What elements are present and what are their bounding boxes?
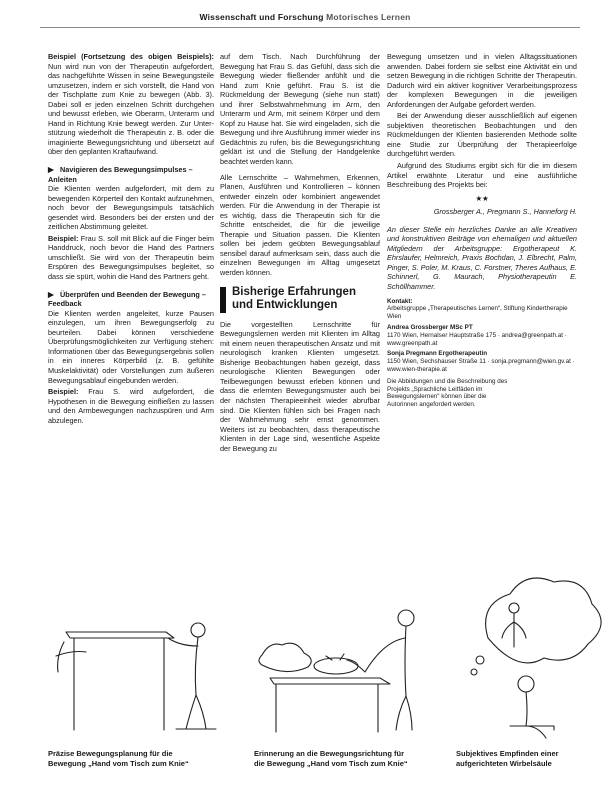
contact-line: Arbeitsgruppe „Therapeutisches Lernen“, Stiftung Kindertherapie Wien bbox=[387, 305, 568, 321]
subheading-text: Navigieren des Bewegungsimpulses – Anleiten bbox=[48, 165, 193, 184]
paragraph bbox=[48, 387, 214, 425]
paragraph: Die Klienten werden aufgefordert, mit dem zu bewegenden Körperteil den Kontakt aufzunehmen, noch bevor der Bewegungsimpuls tatsächlich gesendet wird. Besonders bei der ersten und der zeitlichen Abstimmung geleitet. bbox=[48, 184, 214, 232]
header-topic: Motorisches Lernen bbox=[326, 12, 411, 22]
paragraph-text: Frau S. wird aufgefordert, die Hypothesen in die Bewegung einfließen zu lassen und den Armbewegungen nachzuspüren und Arm abzulegen. bbox=[48, 387, 215, 425]
contact-note: Die Abbildungen und die Beschreibung des Projekts „Sprachliche Leitfäden im Bewegungslernen“ können über die Autorinnen angefordert werden. bbox=[387, 377, 508, 409]
subheading bbox=[48, 165, 214, 184]
paragraph: Alle Lernschritte – Wahrnehmen, Erkennen, Planen, Ausführen und Kontrollieren – können entweder einzeln oder kombiniert angewendet werden. Für die Anwendung in der Therapie ist es wichtig, dass die Therapeutin sich für die Schritte entscheidet, die für die jeweilige Therapie und Situation passen. Die Klienten sollen bei jedem geübten Bewegungsablauf sensibel darauf aufmerksam sein, dass auch die einzelnen Bewegungen im Alltag umgesetzt werden können. bbox=[220, 172, 380, 278]
example-label: Beispiel: bbox=[48, 387, 79, 397]
separator-stars: ★★ bbox=[475, 193, 489, 203]
caption-line: Subjektives Empfinden einer bbox=[456, 749, 559, 758]
caption-figure-1 bbox=[48, 749, 218, 769]
figure-1-drawing bbox=[56, 623, 216, 730]
triangle-bullet-icon: ▶ bbox=[48, 289, 54, 299]
triangle-bullet-icon: ▶ bbox=[48, 165, 54, 175]
author-signature: Grossberger A., Pregmann S., Hanneforg H. bbox=[433, 207, 577, 217]
paragraph: Aufgrund des Studiums ergibt sich für die im diesem Artikel erwähnte Literatur und eine ausführliche Beschreibung des Projekts bei: bbox=[387, 161, 577, 190]
caption-figure-2 bbox=[254, 749, 444, 769]
example-label: Beispiel: bbox=[48, 233, 79, 243]
paragraph: Bewegung umsetzen und in vielen Alltagssituationen anwenden. Dabei fordern sie selbst eine Aktivität ein und setzen Bewegung in die richtigen Schritte der Therapeutin. Dadurch wird ein aktiver kognitiver Verarbeitungsprozess der komplexen Bewegungen in die jeweiligen Anforderungen der Aufgabe gefordert werden. bbox=[387, 52, 577, 109]
subheading-text: Überprüfen und Beenden der Bewegung – Feedback bbox=[48, 289, 206, 309]
example-label: Beispiel (Fortsetzung des obigen Beispiels): bbox=[48, 52, 214, 61]
paragraph bbox=[48, 52, 214, 157]
caption-line: aufgerichteten Wirbelsäule bbox=[456, 759, 552, 768]
caption-line: Präzise Bewegungsplanung für die bbox=[48, 749, 173, 758]
contact-name: Andrea Grossberger MSc PT bbox=[387, 323, 473, 331]
column-1 bbox=[48, 52, 214, 427]
column-3 bbox=[387, 52, 577, 409]
caption-figure-3 bbox=[456, 749, 596, 769]
figure-2-drawing bbox=[259, 610, 414, 732]
running-header bbox=[0, 12, 610, 22]
paragraph: auf dem Tisch. Nach Durchführung der Bewegung hat Frau S. das Gefühl, dass sich die Bewegung wieder fließender anfühlt und die Hand zum Knie geführt. Frau S. ist die Rückmeldung der Bewegung (siehe nun statt) und ihrer Selbstwahrnehmung im Arm, den Unterarm und Arm, mit seinem Körper und dem Kopf zu Hause hat. Sie wird eingeladen, sich die Bewegung und ihre Ausführung immer wieder ins Gedächtnis zu rufen, bis die Bewegungsrichtung geklärt ist und die Stellung der Handgelenke beachtet werden kann. bbox=[220, 52, 380, 167]
figure-3-drawing bbox=[471, 578, 601, 738]
contact-line: 1150 Wien, Sechshauser Straße 11 · sonja.pregmann@wien.gv.at · www.wien-therapie.at bbox=[387, 358, 575, 373]
contact-name: Sonja Pregmann Ergotherapeutin bbox=[387, 350, 488, 358]
section-heading-text: Bisherige Erfahrungen und Entwicklungen bbox=[232, 285, 356, 311]
illustrations bbox=[0, 560, 610, 750]
caption-line: Bewegung „Hand vom Tisch zum Knie“ bbox=[48, 759, 189, 768]
caption-line: die Bewegung „Hand vom Tisch zum Knie“ bbox=[254, 759, 408, 768]
heading-bar bbox=[220, 287, 226, 313]
paragraph-text: Frau S. soll mit Blick auf die Finger beim Handdruck, noch bevor die Hand des Partners umschließt. Sie wird von der Therapeutin beim Erspüren des Bewegungsimpulses begleitet, so dass sie spürt, wohin die Hand des Partners geht. bbox=[48, 233, 214, 282]
paragraph: Die vorgestellten Lernschritte für Bewegungslernen werden mit Klienten im Alltag mit einem neuen therapeutischen Ansatz und mit neurologisch kranken Klienten umgesetzt. Bisherige Beobachtungen haben gezeigt, dass neurologische Klienten Bewegungen oder Teilbewegungen bewusst erleben können und dass die erlernten Bewegungsmuster auch bei der nächsten Therapieeinheit wieder abrufbar sind. Die Klienten fühlen sich bei Fragen nach der Wahrnehmung sehr ernst genommen. Weiters ist zu beobachten, dass therapeutische Klienten in der Lage sind, wesentliche Aspekte der Bewegung zu bbox=[220, 319, 380, 453]
contact-line: 1170 Wien, Hernalser Hauptstraße 175 · andrea@greenpath.at · www.greenpath.at bbox=[387, 331, 567, 347]
column-2 bbox=[220, 52, 380, 455]
paragraph: Bei der Anwendung dieser ausschließlich auf eigenen subjektiven theoretischen Beobachtungen und den Rückmeldungen der Klienten basierenden Methode sollte eine Studie zur Überprüfung der Therapieerfolge durchgeführt werden. bbox=[387, 111, 577, 159]
paragraph-text: Nun wird nun von der Therapeutin aufgefordert, das nachgeführte Wissen in seine Bewegungsteile umzusetzen, indem er sich vorstellt, die Hand von der Tischplatte zum Knie zu bewegen (Abb. 3). Dabei soll er jeden einzelnen Schritt durchgehen und bewusst erleben, wie Oberarm, Unterarm und Hand in Richtung Knie bewegt werden. Zur Unterstützung wiederholt die Therapeutin z. B. oder die imaginierte Bewegungsrichtung und übersetzt auf über den geplanten Kraftaufwand. bbox=[48, 61, 214, 157]
contact-label: Kontakt: bbox=[387, 297, 413, 305]
header-rule bbox=[40, 27, 580, 28]
caption-line: Erinnerung an die Bewegungsrichtung für bbox=[254, 749, 405, 758]
paragraph bbox=[48, 234, 214, 282]
subheading bbox=[48, 290, 214, 309]
paragraph: Die Klienten werden angeleitet, kurze Pausen einzulegen, um ihren Bewegungserfolg zu beurteilen. Dabei können verschiedene Überprüfungsmöglichkeiten zur Verfügung stehen: Informationen über das Bewegungsergebnis sollen in ein inneres Körperbild (z. B. gefühlte Muskelaktivität) oder Vorstellungen zum äußeren Bewegungsablauf eingebunden werden. bbox=[48, 308, 214, 385]
acknowledgements: An dieser Stelle ein herzliches Danke an alle Kreativen und konstruktiven Beiträge von ehemaligen und aktuellen Mitgliedern der Arbeitsgruppe: Ergotherapeut K. Ehrslaufer, Helmreich, Praxis Bochdan, J. Elbrecht, Palm, Pinger, S. Poler, M. Kraus, C. Forstner, Theres Aufhaus, E. Schinnerl, G. Maurach, Physiotherapeutin E. Schöllhammer. bbox=[387, 224, 577, 292]
contact-block bbox=[387, 298, 577, 409]
header-section: Wissenschaft und Forschung bbox=[199, 12, 324, 22]
section-heading bbox=[220, 286, 380, 312]
